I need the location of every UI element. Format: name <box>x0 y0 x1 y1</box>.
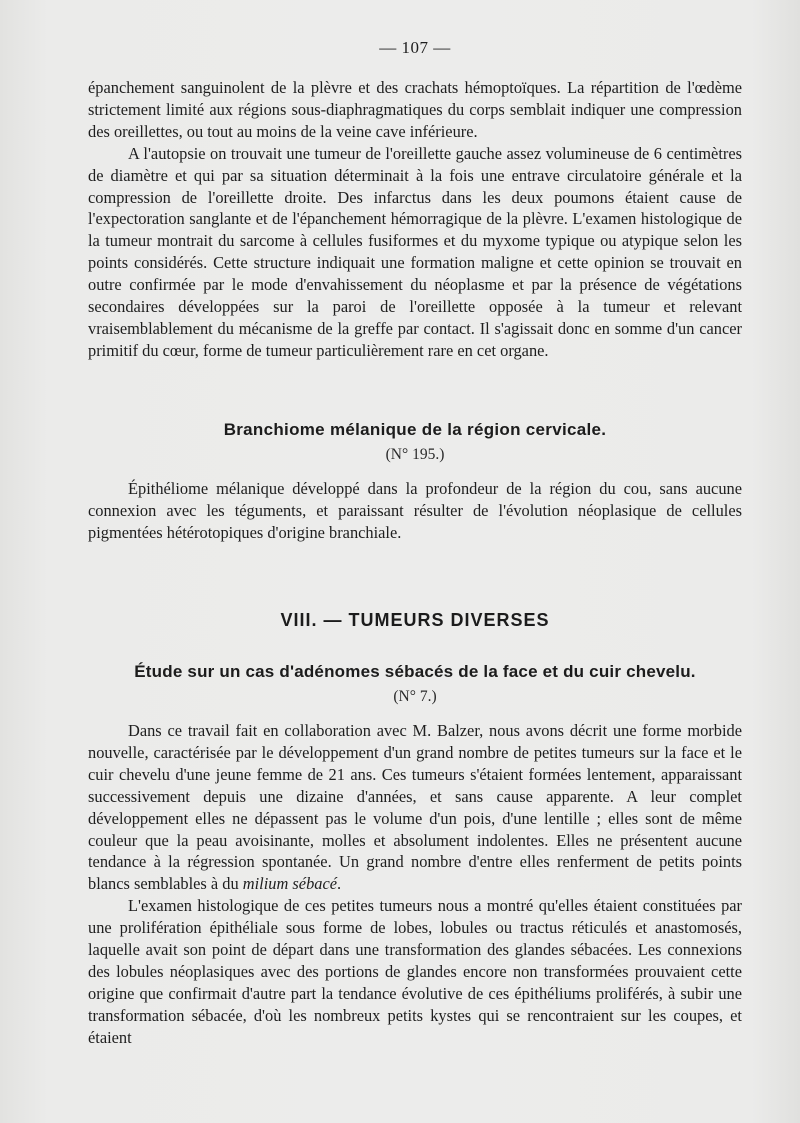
etude-text-block <box>88 720 742 1049</box>
etude-italic-term: milium sébacé <box>242 874 338 894</box>
paragraph-continuation: épanchement sanguinolent de la plèvre et des crachats hémoptoïques. La répartition de l'œdème strictement limité aux régions sous-diaphragmatiques du corps semblait indiquer une compression des oreillettes, ou tout au moins de la veine cave inférieure. <box>88 78 742 141</box>
page-number: — 107 — <box>379 38 451 57</box>
branchiome-text-block <box>88 478 742 544</box>
etude-paragraph-2: L'examen histologique de ces petites tumeurs nous a montré qu'elles étaient constituées par une prolifération épithéliale sous forme de lobes, lobules ou tractus réticulés et anastomosés, laquelle avait son point de départ dans une transformation des glandes sébacées. Les connexions des lobules néoplasiques avec des portions de glandes encore non transformées prouvaient cette origine que confirmait d'autre part la tendance évolutive de ces épithéliums proliférés, à subir une transformation sébacée, d'où les nombreux petits kystes qui se rencontraient sur les coupes, et étaient <box>88 896 742 1047</box>
etude-heading: Étude sur un cas d'adénomes sébacés de la face et du cuir chevelu. <box>134 662 696 681</box>
opening-text-block <box>88 77 742 362</box>
branchiome-number: (N° 195.) <box>385 446 445 463</box>
etude-number: (N° 7.) <box>393 688 437 705</box>
branchiome-heading: Branchiome mélanique de la région cervicale. <box>223 420 607 439</box>
section-heading: VIII. — TUMEURS DIVERSES <box>280 610 550 630</box>
branchiome-paragraph: Épithéliome mélanique développé dans la profondeur de la région du cou, sans aucune connexion avec les téguments, et paraissant résulter de l'évolution néoplasique de cellules pigmentées hétérotopiques d'origine branchiale. <box>88 479 742 542</box>
etude-paragraph-1 <box>88 720 742 895</box>
paragraph-autopsy: A l'autopsie on trouvait une tumeur de l'oreillette gauche assez volumineuse de 6 centimètres de diamètre et qui par sa situation déterminait à la fois une entrave circulatoire générale et la compression de l'oreillette droite. Des infarctus dans les deux poumons étaient cause de l'expectoration sanglante et de l'épanchement hémorragique de la plèvre. L'examen histologique de la tumeur montrait du sarcome à cellules fusiformes et du myxome typique ou atypique selon les points considérés. Cette structure indiquait une formation maligne et cette opinion se trouvait en outre confirmée par le mode d'envahissement du néoplasme et par la présence de végétations secondaires développées sur la paroi de l'oreillette opposée à la tumeur et relevant vraisemblablement du mécanisme de la greffe par contact. Il s'agissait donc en somme d'un cancer primitif du cœur, forme de tumeur particulièrement rare en cet organe. <box>88 143 742 360</box>
etude-paragraph-1-text: Dans ce travail fait en collaboration avec M. Balzer, nous avons décrit une forme morbide nouvelle, caractérisée par le développement d'un grand nombre de petites tumeurs sur la face et le cuir chevelu d'une jeune femme de 21 ans. Ces tumeurs s'étaient formées lentement, apparaissant successivement depuis une dizaine d'années, et sans cause apparente. A leur complet développement elles ne dépassent pas le volume d'un pois, d'une lentille ; elles sont de même couleur que la peau avoisinante, molles et absolument indolentes. Elles ne présentent aucune tendance à la régression spontanée. Un grand nombre d'entre elles renferment de petits points blancs semblables à du <box>88 721 742 894</box>
etude-paragraph-1-end: . <box>337 874 342 894</box>
